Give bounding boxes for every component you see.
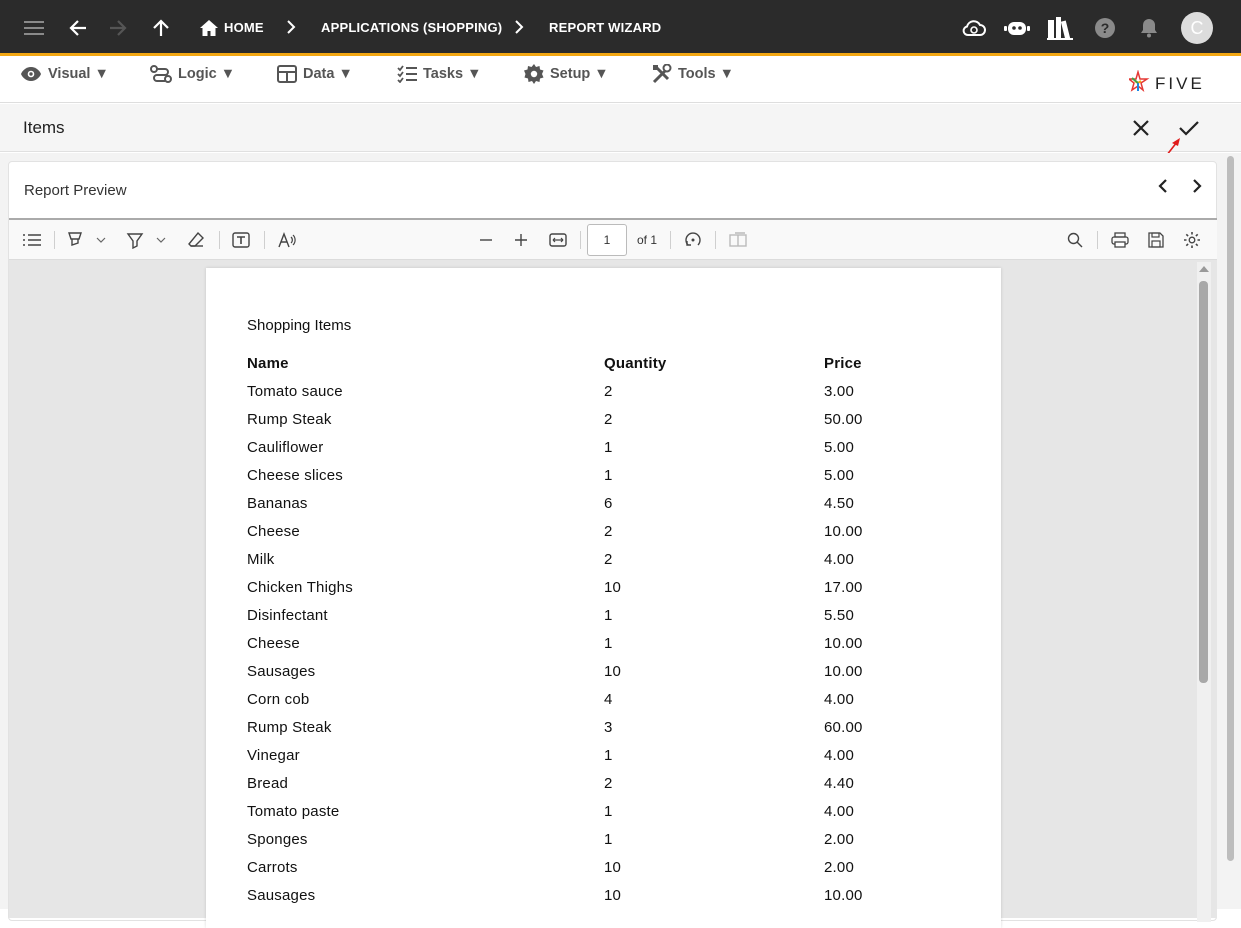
tasks-icon — [397, 65, 417, 83]
menu-label: Tasks ▼ — [423, 66, 482, 82]
cell-price: 60.00 — [824, 718, 863, 736]
cell-name: Sausages — [247, 662, 316, 680]
table-row — [247, 825, 967, 853]
report-title: Shopping Items — [247, 317, 352, 334]
breadcrumb-report-wizard: REPORT WIZARD — [549, 20, 662, 35]
form-header — [0, 104, 1241, 152]
cell-name: Sponges — [247, 830, 308, 848]
table-row — [247, 741, 967, 769]
cell-price: 4.00 — [824, 746, 854, 764]
previous-button[interactable] — [1149, 172, 1177, 200]
rotate-icon[interactable] — [683, 230, 703, 250]
viewer-scroll-thumb[interactable] — [1199, 281, 1208, 683]
content-area — [0, 153, 1241, 909]
fit-width-icon[interactable] — [548, 230, 568, 250]
cell-name: Cauliflower — [247, 438, 324, 456]
menu-label: Tools ▼ — [678, 66, 734, 82]
cell-name: Tomato sauce — [247, 382, 343, 400]
cell-quantity: 2 — [604, 410, 613, 428]
tools-icon — [652, 64, 672, 84]
cell-price: 10.00 — [824, 886, 863, 904]
page-number-input[interactable]: 1 — [587, 224, 627, 256]
page-view-icon[interactable] — [728, 230, 748, 250]
cell-price: 4.00 — [824, 690, 854, 708]
svg-text:?: ? — [1100, 20, 1110, 36]
table-row — [247, 713, 967, 741]
table-row — [247, 461, 967, 489]
cell-quantity: 10 — [604, 578, 622, 596]
eraser-icon[interactable] — [186, 230, 206, 250]
cell-price: 5.00 — [824, 438, 854, 456]
hamburger-menu-icon[interactable] — [20, 14, 48, 42]
menu-visual[interactable] — [20, 64, 109, 84]
page-count-label: of 1 — [637, 233, 658, 247]
cloud-sync-icon[interactable] — [960, 14, 988, 42]
menu-label: Data ▼ — [303, 66, 353, 82]
notifications-bell-icon[interactable] — [1135, 14, 1163, 42]
menu-tools[interactable] — [652, 64, 734, 84]
cell-quantity: 1 — [604, 746, 613, 764]
breadcrumb-applications[interactable]: APPLICATIONS (SHOPPING) — [321, 20, 503, 35]
cell-price: 50.00 — [824, 410, 863, 428]
cell-name: Vinegar — [247, 746, 300, 764]
menu-setup[interactable] — [524, 64, 609, 84]
cell-name: Rump Steak — [247, 410, 332, 428]
menu-logic[interactable] — [150, 64, 235, 84]
cell-name: Bread — [247, 774, 289, 792]
cell-quantity: 1 — [604, 466, 613, 484]
cell-price: 4.50 — [824, 494, 854, 512]
cell-name: Corn cob — [247, 690, 310, 708]
cell-quantity: 2 — [604, 382, 613, 400]
menu-tasks[interactable] — [397, 64, 481, 84]
cell-name: Cheese — [247, 634, 300, 652]
cell-price: 5.50 — [824, 606, 854, 624]
table-row — [247, 797, 967, 825]
chevron-right-icon — [286, 19, 296, 35]
cell-name: Disinfectant — [247, 606, 328, 624]
table-row — [247, 657, 967, 685]
library-books-icon[interactable] — [1046, 14, 1074, 42]
chevron-left-icon — [1158, 179, 1168, 193]
chevron-down-icon[interactable] — [91, 230, 111, 250]
cell-name: Sausages — [247, 886, 316, 904]
cell-price: 3.00 — [824, 382, 854, 400]
five-logo — [1129, 70, 1219, 96]
draw-pen-icon[interactable] — [125, 230, 145, 250]
app-bar — [0, 0, 1241, 56]
table-row — [247, 685, 967, 713]
column-header-name: Name — [247, 354, 289, 372]
cell-name: Cheese slices — [247, 466, 343, 484]
report-table — [247, 349, 967, 909]
viewer-scrollbar[interactable] — [1197, 262, 1211, 922]
help-icon[interactable] — [1091, 14, 1119, 42]
menu-label: Setup ▼ — [550, 66, 609, 82]
cell-quantity: 1 — [604, 438, 613, 456]
table-row — [247, 601, 967, 629]
cell-name: Carrots — [247, 858, 298, 876]
breadcrumb-home[interactable]: HOME — [224, 20, 264, 35]
cell-quantity: 2 — [604, 774, 613, 792]
home-icon[interactable] — [195, 14, 223, 42]
cell-quantity: 1 — [604, 634, 613, 652]
table-icon — [277, 65, 297, 83]
cell-price: 2.00 — [824, 858, 854, 876]
logo-text: FIVE — [1155, 74, 1205, 93]
table-row — [247, 769, 967, 797]
text-box-icon[interactable] — [231, 230, 251, 250]
cell-quantity: 2 — [604, 522, 613, 540]
cell-name: Tomato paste — [247, 802, 340, 820]
cell-price: 4.00 — [824, 550, 854, 568]
close-icon — [1133, 120, 1149, 136]
table-row — [247, 853, 967, 881]
search-icon[interactable] — [1065, 230, 1085, 250]
back-arrow-icon[interactable] — [64, 14, 92, 42]
cell-price: 10.00 — [824, 662, 863, 680]
chevron-right-icon — [1192, 179, 1202, 193]
cell-price: 5.00 — [824, 466, 854, 484]
main-menu-bar — [0, 56, 1241, 103]
settings-gear-icon[interactable] — [1182, 230, 1202, 250]
up-arrow-icon[interactable] — [147, 14, 175, 42]
card-title: Report Preview — [24, 182, 127, 199]
table-row — [247, 573, 967, 601]
cell-price: 4.00 — [824, 802, 854, 820]
cell-name: Rump Steak — [247, 718, 332, 736]
cell-price: 10.00 — [824, 634, 863, 652]
user-avatar[interactable]: C — [1181, 12, 1213, 44]
menu-label: Visual ▼ — [48, 66, 109, 82]
cell-name: Chicken Thighs — [247, 578, 353, 596]
chevron-right-icon — [514, 19, 524, 35]
eye-icon — [20, 66, 42, 82]
cell-quantity: 3 — [604, 718, 613, 736]
table-row — [247, 377, 967, 405]
outline-list-icon[interactable] — [22, 230, 42, 250]
cell-quantity: 1 — [604, 830, 613, 848]
zoom-in-icon[interactable] — [511, 230, 531, 250]
chevron-down-icon[interactable] — [151, 230, 171, 250]
table-row — [247, 545, 967, 573]
cell-quantity: 1 — [604, 606, 613, 624]
table-row — [247, 405, 967, 433]
menu-data[interactable] — [277, 64, 353, 84]
cell-quantity: 10 — [604, 662, 622, 680]
table-row — [247, 517, 967, 545]
pdf-viewer — [9, 218, 1217, 918]
forward-arrow-icon[interactable] — [104, 14, 132, 42]
cell-name: Bananas — [247, 494, 308, 512]
chatbot-icon[interactable] — [1003, 14, 1031, 42]
cell-name: Milk — [247, 550, 275, 568]
next-button[interactable] — [1183, 172, 1211, 200]
print-icon[interactable] — [1110, 230, 1130, 250]
cell-quantity: 10 — [604, 858, 622, 876]
column-header-price: Price — [824, 354, 862, 372]
highlight-icon[interactable] — [65, 230, 85, 250]
column-header-quantity: Quantity — [604, 354, 667, 372]
save-icon[interactable] — [1146, 230, 1166, 250]
table-row — [247, 489, 967, 517]
zoom-out-icon[interactable] — [476, 230, 496, 250]
pdf-toolbar — [9, 220, 1217, 260]
check-icon — [1179, 120, 1199, 136]
cell-quantity: 1 — [604, 802, 613, 820]
cell-quantity: 10 — [604, 886, 622, 904]
logic-icon — [150, 65, 172, 83]
cell-quantity: 2 — [604, 550, 613, 568]
cell-price: 17.00 — [824, 578, 863, 596]
cell-name: Cheese — [247, 522, 300, 540]
close-button[interactable] — [1127, 114, 1155, 142]
cell-price: 2.00 — [824, 830, 854, 848]
table-row — [247, 881, 967, 909]
cell-price: 10.00 — [824, 522, 863, 540]
read-aloud-icon[interactable] — [277, 230, 297, 250]
report-page — [206, 268, 1001, 928]
menu-label: Logic ▼ — [178, 66, 236, 82]
page-scroll-thumb[interactable] — [1227, 156, 1234, 861]
report-header-row — [247, 349, 967, 377]
table-row — [247, 433, 967, 461]
table-row — [247, 629, 967, 657]
gear-icon — [524, 64, 544, 84]
scroll-up-arrow-icon[interactable] — [1199, 266, 1209, 272]
cell-quantity: 6 — [604, 494, 613, 512]
cell-price: 4.40 — [824, 774, 854, 792]
form-title: Items — [23, 118, 65, 137]
cell-quantity: 4 — [604, 690, 613, 708]
page-scrollbar[interactable] — [1226, 153, 1236, 909]
